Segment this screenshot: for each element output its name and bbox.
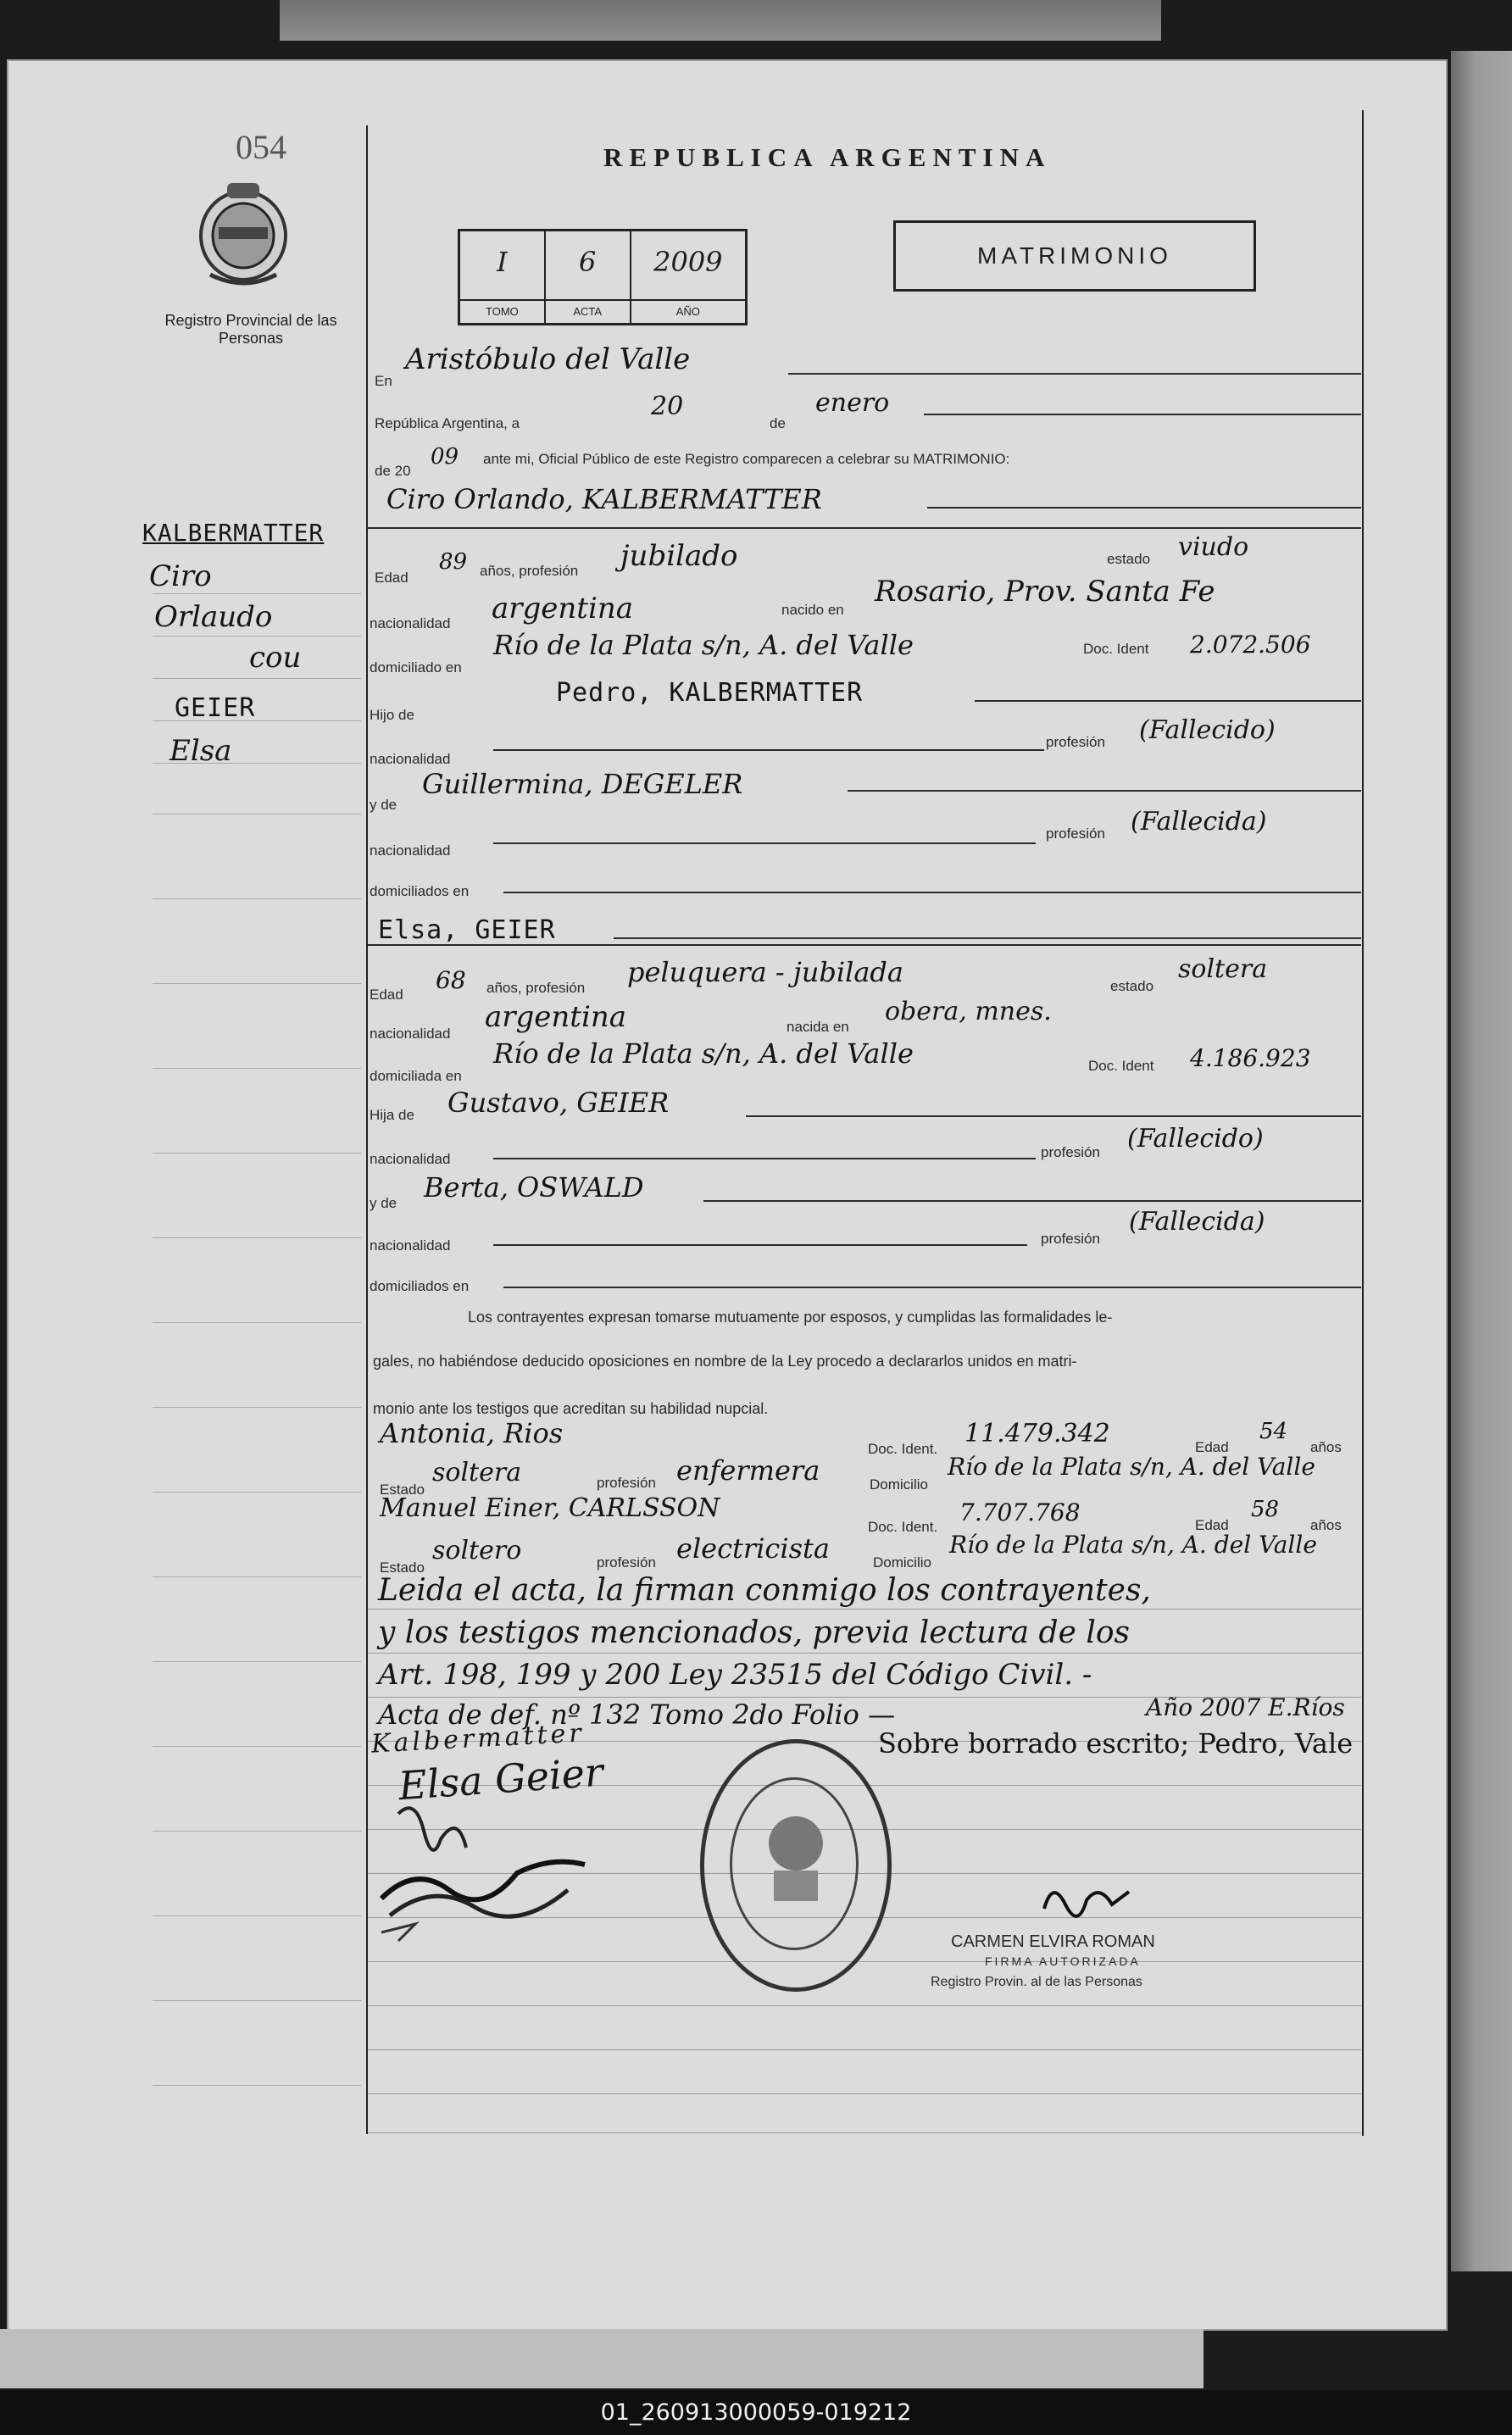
page-bottom-edge <box>0 2329 1203 2388</box>
coat-of-arms-icon <box>193 175 293 293</box>
margin-line-3: Orlaudo <box>154 600 273 634</box>
bride-address: Río de la Plata s/n, A. del Valle <box>493 1037 914 1070</box>
rule <box>503 892 1361 893</box>
groom-address: Río de la Plata s/n, A. del Valle <box>493 629 914 661</box>
folio-number: 054 <box>236 128 286 166</box>
doc-ident-label: Doc. Ident. <box>868 1441 938 1457</box>
rule <box>927 507 1361 509</box>
ruled-line <box>368 2093 1361 2094</box>
rule <box>614 937 1361 939</box>
hijo-de-label: Hijo de <box>370 707 414 723</box>
witness-2-address: Río de la Plata s/n, A. del Valle <box>949 1531 1317 1559</box>
rule <box>848 790 1361 792</box>
rule <box>493 842 1036 844</box>
register-page <box>7 59 1448 2331</box>
acta-value: 6 <box>546 231 631 299</box>
estado-label: estado <box>1107 551 1151 567</box>
nacido-en-label: nacido en <box>781 602 844 618</box>
witness-1-age: 54 <box>1259 1419 1288 1444</box>
witness-1-name: Antonia, Rios <box>380 1417 564 1449</box>
bride-father-profession: (Fallecido) <box>1127 1124 1264 1154</box>
hija-de-label: Hija de <box>370 1107 414 1123</box>
margin-rule <box>153 636 361 637</box>
estado-label: estado <box>1110 978 1154 994</box>
witness-2-status: soltero <box>432 1536 522 1565</box>
profesion-label: profesión <box>1041 1231 1100 1247</box>
witness-2-doc: 7.707.768 <box>959 1498 1081 1526</box>
nacionalidad-label: nacionalidad <box>370 842 451 859</box>
section-rule <box>368 527 1361 529</box>
margin-rule <box>153 1661 361 1662</box>
bride-civil-status: soltera <box>1178 954 1268 984</box>
witness-2-age: 58 <box>1251 1497 1280 1522</box>
witness-1-address: Río de la Plata s/n, A. del Valle <box>948 1453 1315 1481</box>
ruled-line <box>368 2132 1361 2133</box>
record-number-box <box>458 229 748 325</box>
groom-father-profession: (Fallecido) <box>1139 715 1276 745</box>
closing-line-4b: Año 2007 E.Ríos <box>1146 1693 1345 1721</box>
estado-label: Estado <box>380 1559 425 1576</box>
margin-rule <box>153 1576 361 1577</box>
y-de-label: y de <box>370 797 397 813</box>
margin-line-4: cou <box>249 641 302 675</box>
edad-label: Edad <box>375 570 409 586</box>
official-seal-icon <box>700 1739 892 1992</box>
closing-line-5: Sobre borrado escrito; Pedro, Vale <box>878 1727 1354 1760</box>
margin-rule <box>153 1407 361 1408</box>
rule <box>703 1200 1361 1202</box>
profesion-label: profesión <box>1046 826 1105 842</box>
anos-label: años <box>1310 1439 1342 1455</box>
doc-ident-label: Doc. Ident <box>1083 641 1149 657</box>
nacionalidad-label: nacionalidad <box>370 1237 451 1254</box>
groom-age: 89 <box>439 549 468 575</box>
bride-age: 68 <box>436 966 466 994</box>
rule <box>788 373 1361 375</box>
groom-mother: Guillermina, DEGELER <box>422 768 743 800</box>
edad-label: Edad <box>370 987 403 1003</box>
groom-mother-profession: (Fallecida) <box>1131 807 1267 837</box>
margin-rule <box>153 2085 361 2086</box>
margin-rule <box>153 678 361 679</box>
witness-1-profession: enfermera <box>676 1454 820 1487</box>
official-name: CARMEN ELVIRA ROMAN <box>951 1932 1155 1951</box>
domiciliados-label: domiciliados en <box>370 1278 470 1294</box>
groom-nationality: argentina <box>492 592 634 625</box>
closing-line-3: Art. 198, 199 y 200 Ley 23515 del Código Civil. - <box>378 1658 1092 1692</box>
declaration-line-1: Los contrayentes expresan tomarse mutuamente por esposos, y cumplidas las formalidades le- <box>468 1309 1113 1326</box>
anio-value: 2009 <box>653 246 723 278</box>
ruled-line <box>368 2049 1361 2050</box>
act-type-box: MATRIMONIO <box>893 220 1256 292</box>
nacionalidad-label: nacionalidad <box>370 751 451 767</box>
edad-label: Edad <box>1195 1439 1229 1455</box>
margin-rule <box>153 1831 361 1832</box>
witness-2-profession: electricista <box>676 1532 830 1565</box>
ruled-line <box>368 1653 1361 1654</box>
closing-line-4a: Acta de def. nº 132 Tomo 2do Folio — <box>378 1698 896 1731</box>
profesion-label: profesión <box>1046 734 1105 750</box>
margin-line-6: Elsa <box>170 734 232 768</box>
margin-rule <box>153 1322 361 1323</box>
bride-birthplace: obera, mnes. <box>885 997 1052 1026</box>
margin-line-2: Ciro <box>149 559 212 593</box>
margin-rule <box>153 1492 361 1493</box>
domicilio-label: Domicilio <box>873 1554 931 1571</box>
anos-label: años <box>1310 1517 1342 1533</box>
rule <box>503 1287 1361 1288</box>
bride-name: Elsa, GEIER <box>378 915 556 945</box>
y-de-label: y de <box>370 1195 397 1211</box>
rule <box>493 1158 1036 1159</box>
opposite-page-edge <box>1451 51 1512 2271</box>
en-label: En <box>375 373 392 389</box>
official-title: FIRMA AUTORIZADA <box>985 1954 1141 1968</box>
profesion-label: profesión <box>1041 1144 1100 1160</box>
domiciliados-label: domiciliados en <box>370 883 470 899</box>
official-signature-icon <box>1036 1875 1137 1926</box>
official-office: Registro Provin. al de las Personas <box>931 1975 1142 1989</box>
rule <box>493 749 1044 751</box>
month-value: enero <box>815 388 890 418</box>
rule <box>975 700 1361 702</box>
rule <box>746 1115 1361 1117</box>
margin-rule <box>153 1237 361 1238</box>
bride-profession: peluquera - jubilada <box>627 956 903 988</box>
profesion-label: años, profesión <box>480 563 579 579</box>
acta-label: ACTA <box>546 301 631 323</box>
declaration-line-2: gales, no habiéndose deducido oposiciones en nombre de la Ley procedo a declararlos unidos en matri- <box>373 1353 1077 1370</box>
doc-ident-label: Doc. Ident <box>1088 1058 1154 1074</box>
year-suffix: 09 <box>431 444 459 470</box>
right-border <box>1362 110 1364 2136</box>
bride-mother-profession: (Fallecida) <box>1129 1207 1265 1237</box>
doc-ident-label: Doc. Ident. <box>868 1519 938 1535</box>
year-prefix: de 20 <box>375 463 411 479</box>
margin-rule <box>153 2000 361 2001</box>
witness-2-name: Manuel Einer, CARLSSON <box>380 1493 720 1523</box>
margin-rule <box>153 898 361 899</box>
groom-civil-status: viudo <box>1178 532 1249 562</box>
margin-rule <box>153 983 361 984</box>
nacida-en-label: nacida en <box>787 1019 849 1035</box>
signature-bride: Elsa Geier <box>397 1748 605 1810</box>
estado-label: Estado <box>380 1482 425 1498</box>
ruled-line <box>368 2005 1361 2006</box>
margin-rule <box>153 593 361 594</box>
profesion-label: profesión <box>597 1475 656 1491</box>
margin-line-5: GEIER <box>175 693 256 723</box>
margin-rule <box>153 763 361 764</box>
groom-birthplace: Rosario, Prov. Santa Fe <box>875 575 1215 609</box>
nacionalidad-label: nacionalidad <box>370 615 451 631</box>
edad-label: Edad <box>1195 1517 1229 1533</box>
witness-1-status: soltera <box>432 1458 522 1487</box>
domiciliado-label: domiciliado en <box>370 659 462 675</box>
anio-label: AÑO <box>675 305 700 318</box>
profesion-label: años, profesión <box>486 980 586 996</box>
margin-surname: KALBERMATTER <box>142 519 325 547</box>
bride-father: Gustavo, GEIER <box>447 1087 670 1119</box>
groom-profession: jubilado <box>620 539 738 573</box>
tomo-label: TOMO <box>460 301 546 323</box>
registry-office-label: Registro Provincial de las Personas <box>164 312 337 347</box>
margin-rule <box>153 1153 361 1154</box>
bride-nationality: argentina <box>485 1000 627 1034</box>
margin-rule <box>153 1068 361 1069</box>
appear-text: ante mi, Oficial Público de este Registro comparecen a celebrar su MATRIMONIO: <box>483 451 1010 467</box>
scribble-signatures <box>364 1797 602 1949</box>
day-value: 20 <box>651 392 684 421</box>
margin-rule <box>153 720 361 721</box>
republica-label: República Argentina, a <box>375 415 520 431</box>
closing-line-1: Leida el acta, la firman conmigo los contrayentes, <box>378 1573 1151 1608</box>
tomo-value: I <box>460 231 546 299</box>
bride-mother: Berta, OSWALD <box>424 1171 644 1204</box>
nacionalidad-label: nacionalidad <box>370 1151 451 1167</box>
margin-rule <box>153 1746 361 1747</box>
groom-doc: 2.072.506 <box>1190 631 1311 659</box>
groom-father: Pedro, KALBERMATTER <box>556 678 864 708</box>
signature-groom: Kalbermatter <box>370 1718 586 1760</box>
declaration-line-3: monio ante los testigos que acreditan su habilidad nupcial. <box>373 1400 769 1417</box>
section-rule <box>368 944 1361 946</box>
place-name: Aristóbulo del Valle <box>405 342 691 376</box>
bride-doc: 4.186.923 <box>1190 1044 1311 1072</box>
image-code: 01_260913000059-019212 <box>0 2390 1512 2435</box>
domicilio-label: Domicilio <box>870 1476 928 1493</box>
groom-name: Ciro Orlando, KALBERMATTER <box>386 483 822 515</box>
closing-line-2: y los testigos mencionados, previa lectura de los <box>378 1615 1130 1650</box>
country-title: REPUBLICA ARGENTINA <box>603 142 1052 172</box>
nacionalidad-label: nacionalidad <box>370 1026 451 1042</box>
rule <box>924 414 1361 415</box>
domiciliada-label: domiciliada en <box>370 1068 462 1084</box>
torn-paper-edge <box>280 0 1161 41</box>
de-label: de <box>770 415 786 431</box>
witness-1-doc: 11.479.342 <box>964 1419 1110 1448</box>
margin-rule <box>153 1915 361 1916</box>
profesion-label: profesión <box>597 1554 656 1571</box>
rule <box>493 1244 1027 1246</box>
